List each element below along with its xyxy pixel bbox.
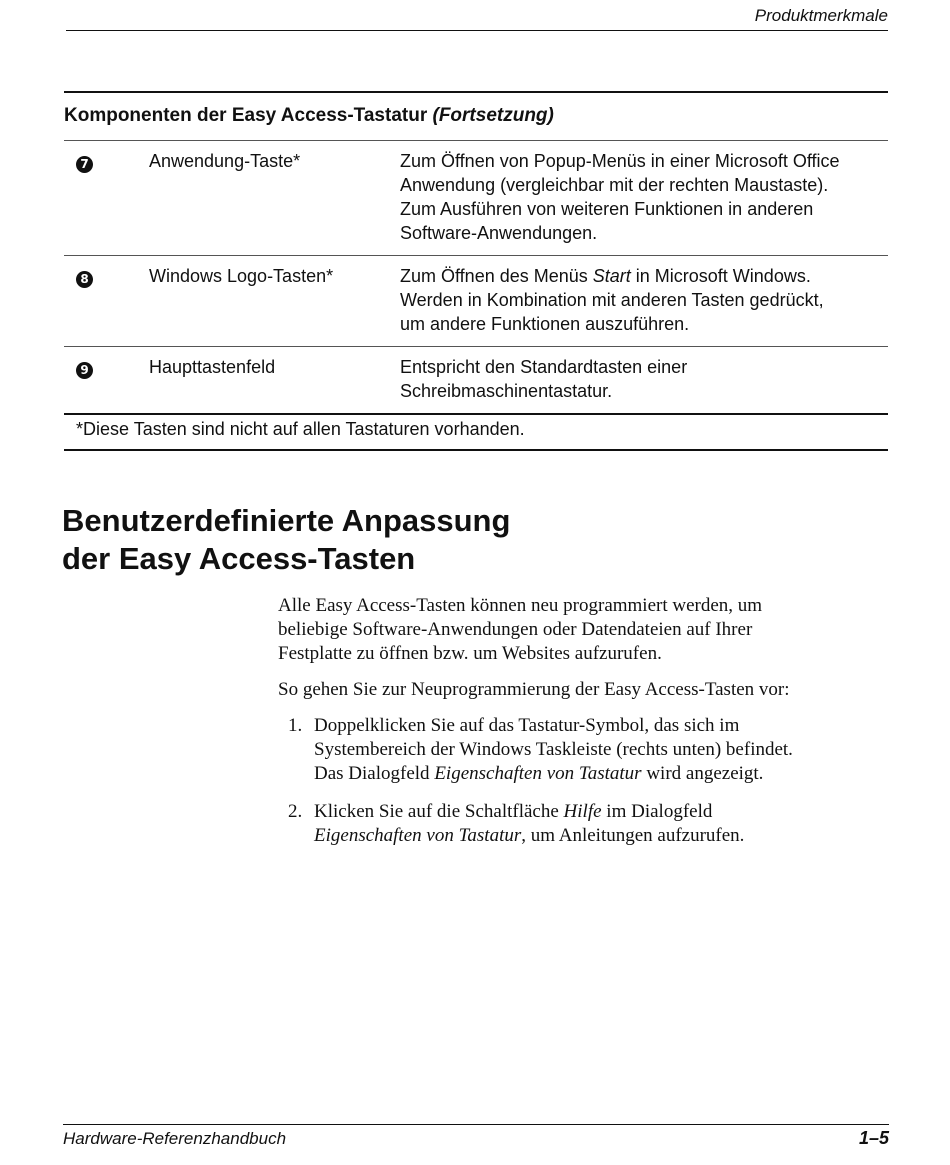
step-line (314, 825, 744, 846)
row-description (400, 347, 888, 414)
intro-paragraph (278, 594, 878, 666)
desc-line: Anwendung (vergleichbar mit der rechten Maustaste). (400, 175, 829, 195)
desc-text: in Microsoft Windows. (630, 266, 811, 286)
running-header: Produktmerkmale (754, 6, 888, 25)
desc-line: Zum Ausführen von weiteren Funktionen in anderen (400, 199, 814, 219)
list-item (278, 714, 878, 786)
row-number-cell (64, 256, 149, 347)
table-bottom-rule (64, 449, 888, 451)
paragraph-line: Alle Easy Access-Tasten können neu programmiert werden, um (278, 595, 763, 616)
row-key-name: Haupttastenfeld (149, 347, 400, 414)
table-footnote: *Diese Tasten sind nicht auf allen Tastaturen vorhanden. (76, 419, 525, 439)
table-row (64, 141, 888, 256)
footer-book-title: Hardware-Referenzhandbuch (63, 1129, 287, 1148)
footer-rule (63, 1124, 889, 1125)
desc-line: Schreibmaschinentastatur. (400, 381, 613, 401)
circled-number-7: 7 (76, 156, 93, 173)
step-italic-term: Eigenschaften von Tastatur (434, 763, 642, 784)
section-body (278, 594, 878, 862)
desc-line: Software-Anwendungen. (400, 223, 598, 243)
steps-list (278, 714, 878, 848)
components-table (64, 91, 888, 451)
paragraph-line: beliebige Software-Anwendungen oder Datendateien auf Ihrer (278, 619, 753, 640)
row-description (400, 141, 888, 256)
keys-table (64, 141, 888, 413)
table-caption (64, 93, 888, 140)
desc-line: Werden in Kombination mit anderen Tasten gedrückt, (400, 290, 824, 310)
step-number: 2. (288, 801, 303, 822)
table-row (64, 256, 888, 347)
section-title-line: der Easy Access-Tasten (62, 541, 416, 576)
desc-line: Entspricht den Standardtasten einer (400, 357, 688, 377)
desc-line: Zum Öffnen von Popup-Menüs in einer Microsoft Office (400, 151, 840, 171)
step-text: wird angezeigt. (641, 763, 764, 784)
step-line (314, 763, 763, 784)
step-text: im Dialogfeld (601, 801, 713, 822)
desc-line: um andere Funktionen auszuführen. (400, 314, 690, 334)
circled-number-9: 9 (76, 362, 93, 379)
step-text: Das Dialogfeld (314, 763, 435, 784)
table-caption-title: Komponenten der Easy Access-Tastatur (64, 105, 428, 126)
row-key-name: Anwendung-Taste* (149, 151, 301, 171)
section-title-line: Benutzerdefinierte Anpassung (62, 503, 511, 538)
header-rule (66, 30, 888, 31)
desc-italic-term: Start (592, 266, 631, 286)
step-italic-term: Hilfe (563, 801, 602, 822)
table-caption-continuation: (Fortsetzung) (432, 105, 554, 126)
step-text: , um Anleitungen aufzurufen. (521, 825, 745, 846)
table-row (64, 347, 888, 414)
footer-page-number: 1–5 (858, 1128, 889, 1148)
step-line: Systembereich der Windows Taskleiste (rechts unten) befindet. (314, 739, 793, 760)
desc-line (400, 264, 888, 288)
paragraph-line: Festplatte zu öffnen bzw. um Websites aufzurufen. (278, 643, 662, 664)
desc-text: Zum Öffnen des Menüs (400, 266, 593, 286)
step-line: Doppelklicken Sie auf das Tastatur-Symbol, das sich im (314, 715, 740, 736)
steps-intro-paragraph: So gehen Sie zur Neuprogrammierung der Easy Access-Tasten vor: (278, 679, 790, 700)
section-title (62, 502, 510, 578)
row-number-cell (64, 347, 149, 414)
row-number-cell (64, 141, 149, 256)
step-text: Klicken Sie auf die Schaltfläche (314, 801, 564, 822)
step-line (314, 801, 712, 822)
circled-number-8: 8 (76, 271, 93, 288)
step-italic-term: Eigenschaften von Tastatur (314, 825, 522, 846)
row-description (400, 256, 888, 347)
step-number: 1. (288, 715, 303, 736)
list-item (278, 800, 878, 848)
row-key-name: Windows Logo-Tasten* (149, 256, 400, 347)
